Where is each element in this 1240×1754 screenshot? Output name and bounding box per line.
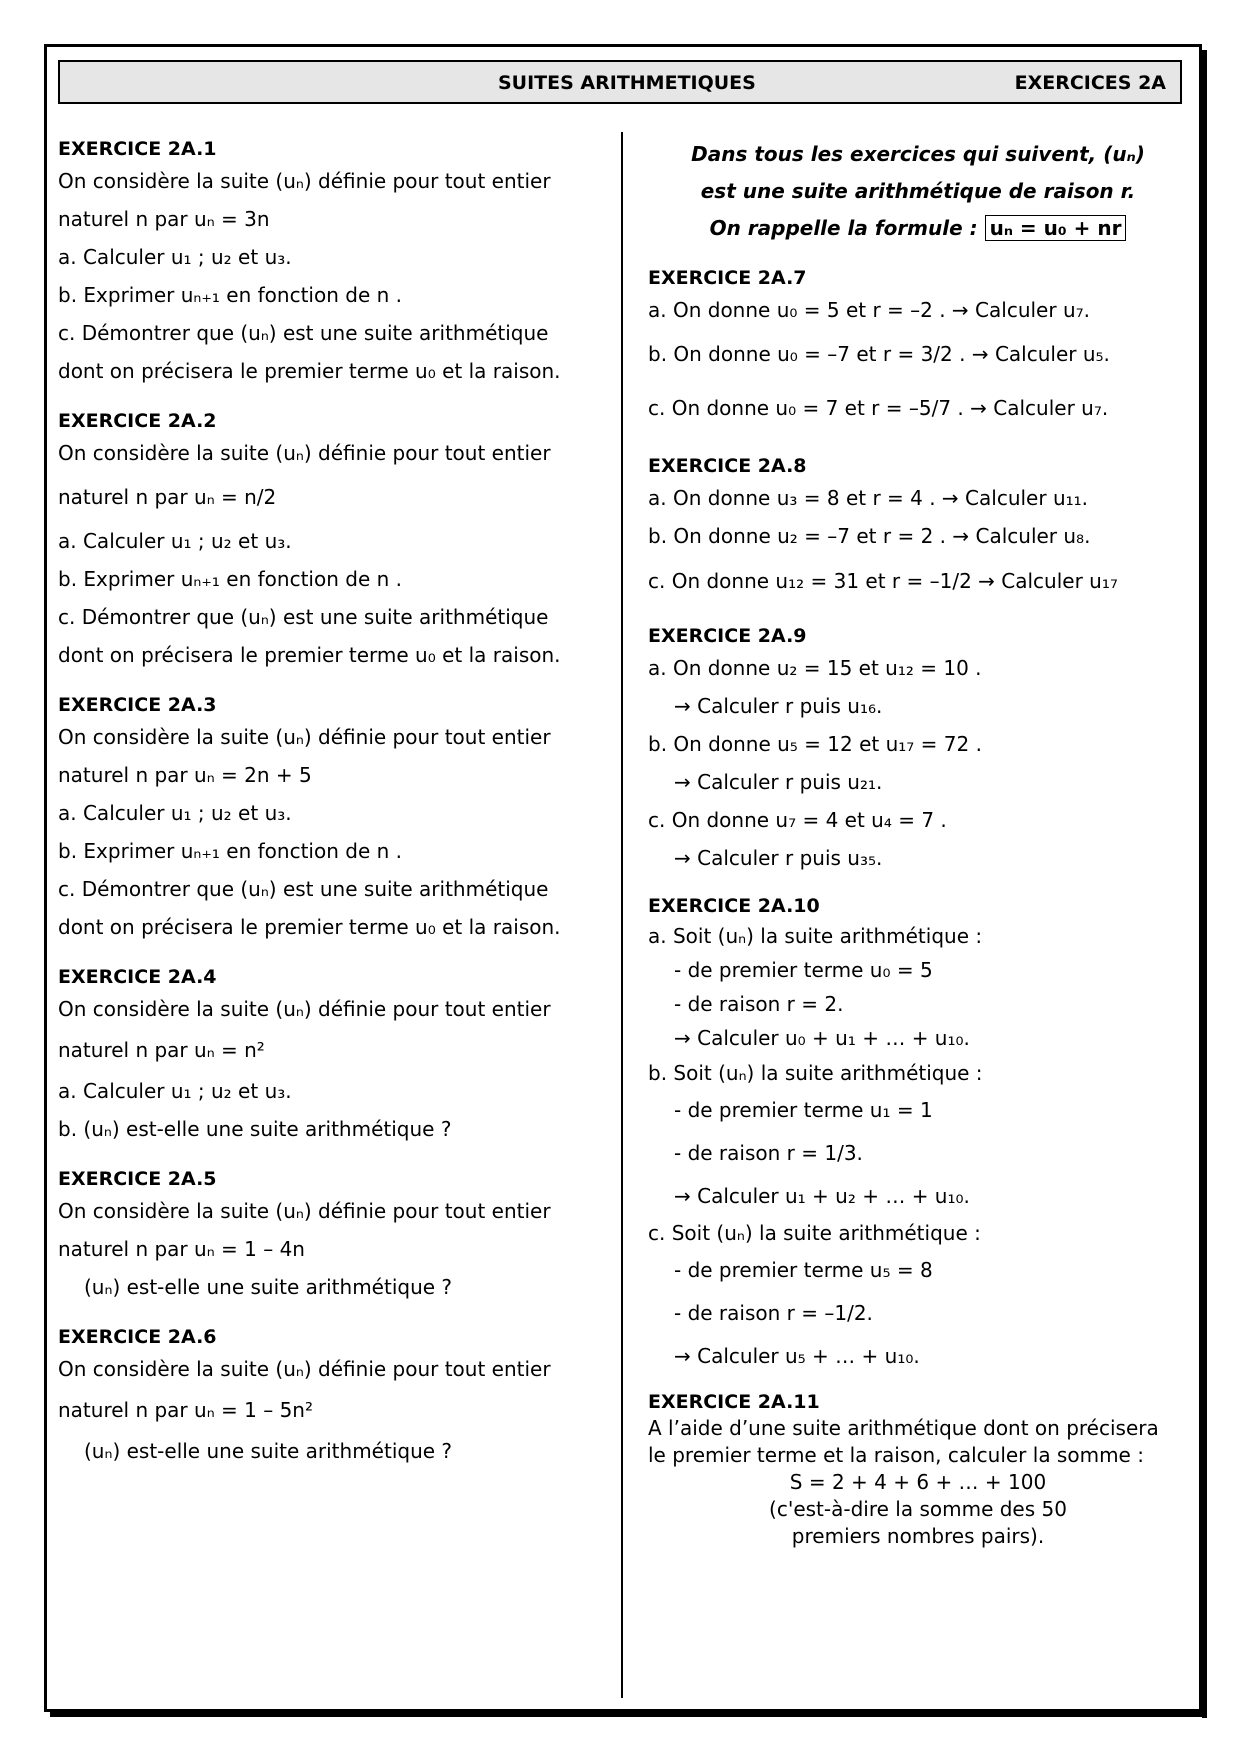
exercise-title: EXERCICE 2A.4: [58, 966, 217, 988]
header-exercises-label: EXERCICES 2A: [1014, 72, 1166, 94]
exercise-line: le premier terme et la raison, calculer la somme :: [648, 1443, 1144, 1467]
exercise-line: naturel n par uₙ = n²: [58, 1038, 265, 1062]
left-column: [58, 136, 598, 1470]
exercise-line: naturel n par uₙ = 2n + 5: [58, 763, 312, 787]
exercise-line: naturel n par uₙ = 1 – 5n²: [58, 1398, 313, 1422]
header-title: SUITES ARITHMETIQUES: [498, 72, 756, 94]
exercise-title: EXERCICE 2A.2: [58, 410, 217, 432]
exercise-line: naturel n par uₙ = 1 – 4n: [58, 1237, 305, 1261]
exercise-line: dont on précisera le premier terme u₀ et la raison.: [58, 643, 561, 667]
exercise-line: b. Exprimer uₙ₊₁ en fonction de n .: [58, 283, 403, 307]
exercise-title: EXERCICE 2A.3: [58, 694, 217, 716]
exercise-line: (uₙ) est-elle une suite arithmétique ?: [84, 1439, 453, 1463]
exercise-line: c. Démontrer que (uₙ) est une suite arithmétique: [58, 321, 549, 345]
exercise-2a11: [648, 1389, 1188, 1550]
exercise-line: → Calculer r puis u₁₆.: [674, 694, 883, 718]
intro-line: est une suite arithmétique de raison r.: [700, 179, 1136, 203]
exercise-line: c. Soit (uₙ) la suite arithmétique :: [648, 1221, 981, 1245]
exercise-line: naturel n par uₙ = 3n: [58, 207, 270, 231]
exercise-2a2: [58, 408, 598, 674]
exercise-title: EXERCICE 2A.7: [648, 267, 807, 289]
exercise-line: c. Démontrer que (uₙ) est une suite arithmétique: [58, 605, 549, 629]
page-header: [58, 60, 1182, 104]
exercise-title: EXERCICE 2A.8: [648, 455, 807, 477]
exercise-line: On considère la suite (uₙ) définie pour tout entier: [58, 169, 551, 193]
exercise-line: naturel n par uₙ = n/2: [58, 485, 277, 509]
intro-block: [648, 136, 1188, 247]
exercise-2a8: [648, 453, 1188, 607]
exercise-2a7: [648, 265, 1188, 437]
exercise-line: dont on précisera le premier terme u₀ et la raison.: [58, 359, 561, 383]
intro-line: On rappelle la formule :: [709, 216, 978, 240]
exercise-line: → Calculer u₅ + … + u₁₀.: [674, 1344, 920, 1368]
exercise-line: b. Exprimer uₙ₊₁ en fonction de n .: [58, 839, 403, 863]
exercise-line: On considère la suite (uₙ) définie pour tout entier: [58, 441, 551, 465]
exercise-line: - de premier terme u₅ = 8: [674, 1258, 933, 1282]
exercise-title: EXERCICE 2A.9: [648, 625, 807, 647]
exercise-line: b. On donne u₀ = –7 et r = 3/2 . → Calculer u₅.: [648, 342, 1110, 366]
exercise-line: - de raison r = –1/2.: [674, 1301, 873, 1325]
exercise-line: a. On donne u₂ = 15 et u₁₂ = 10 .: [648, 656, 982, 680]
exercise-line: b. On donne u₅ = 12 et u₁₇ = 72 .: [648, 732, 982, 756]
exercise-line: b. (uₙ) est-elle une suite arithmétique ?: [58, 1117, 452, 1141]
formula-box: uₙ = u₀ + nr: [985, 215, 1127, 241]
exercise-2a1: [58, 136, 598, 390]
exercise-title: EXERCICE 2A.1: [58, 138, 217, 160]
exercise-line: a. Calculer u₁ ; u₂ et u₃.: [58, 529, 292, 553]
exercise-2a6: [58, 1324, 598, 1470]
exercise-line: b. Exprimer uₙ₊₁ en fonction de n .: [58, 567, 403, 591]
exercise-title: EXERCICE 2A.5: [58, 1168, 217, 1190]
exercise-line: → Calculer r puis u₂₁.: [674, 770, 883, 794]
exercise-line: On considère la suite (uₙ) définie pour tout entier: [58, 1199, 551, 1223]
exercise-line: On considère la suite (uₙ) définie pour tout entier: [58, 1357, 551, 1381]
exercise-line: a. Calculer u₁ ; u₂ et u₃.: [58, 801, 292, 825]
exercise-line: - de premier terme u₁ = 1: [674, 1098, 933, 1122]
intro-line: Dans tous les exercices qui suivent, (uₙ): [691, 142, 1145, 166]
exercise-title: EXERCICE 2A.11: [648, 1391, 820, 1413]
exercise-line: a. Calculer u₁ ; u₂ et u₃.: [58, 245, 292, 269]
exercise-line: A l’aide d’une suite arithmétique dont on précisera: [648, 1416, 1159, 1440]
exercise-line: b. On donne u₂ = –7 et r = 2 . → Calculer u₈.: [648, 524, 1091, 548]
exercise-line: a. On donne u₀ = 5 et r = –2 . → Calculer u₇.: [648, 298, 1090, 322]
exercise-line: a. Soit (uₙ) la suite arithmétique :: [648, 924, 983, 948]
exercise-line: (c'est-à-dire la somme des 50: [769, 1497, 1067, 1521]
exercise-line: premiers nombres pairs).: [791, 1524, 1045, 1548]
right-column: [648, 136, 1188, 1550]
exercise-title: EXERCICE 2A.6: [58, 1326, 217, 1348]
exercise-line: c. On donne u₀ = 7 et r = –5/7 . → Calculer u₇.: [648, 396, 1109, 420]
exercise-line: → Calculer u₀ + u₁ + … + u₁₀.: [674, 1026, 970, 1050]
exercise-line: (uₙ) est-elle une suite arithmétique ?: [84, 1275, 453, 1299]
column-divider: [621, 132, 623, 1698]
exercise-line: c. Démontrer que (uₙ) est une suite arithmétique: [58, 877, 549, 901]
exercise-line: a. Calculer u₁ ; u₂ et u₃.: [58, 1079, 292, 1103]
exercise-line: c. On donne u₇ = 4 et u₄ = 7 .: [648, 808, 947, 832]
exercise-2a4: [58, 964, 598, 1148]
exercise-line: b. Soit (uₙ) la suite arithmétique :: [648, 1061, 983, 1085]
exercise-2a3: [58, 692, 598, 946]
exercise-line: - de premier terme u₀ = 5: [674, 958, 933, 982]
exercise-line: → Calculer u₁ + u₂ + … + u₁₀.: [674, 1184, 970, 1208]
exercise-2a10: [648, 893, 1188, 1375]
exercise-line: dont on précisera le premier terme u₀ et la raison.: [58, 915, 561, 939]
frame-shadow-right: [1202, 50, 1207, 1718]
exercise-line: c. On donne u₁₂ = 31 et r = –1/2 → Calculer u₁₇: [648, 569, 1118, 593]
exercise-line: - de raison r = 2.: [674, 992, 844, 1016]
exercise-line: On considère la suite (uₙ) définie pour tout entier: [58, 997, 551, 1021]
exercise-2a9: [648, 623, 1188, 877]
exercise-line: S = 2 + 4 + 6 + … + 100: [789, 1470, 1047, 1494]
exercise-line: → Calculer r puis u₃₅.: [674, 846, 883, 870]
exercise-line: On considère la suite (uₙ) définie pour tout entier: [58, 725, 551, 749]
frame-shadow-bottom: [50, 1712, 1207, 1717]
exercise-line: a. On donne u₃ = 8 et r = 4 . → Calculer u₁₁.: [648, 486, 1089, 510]
exercise-title: EXERCICE 2A.10: [648, 895, 820, 917]
exercise-2a5: [58, 1166, 598, 1306]
intro-formula-line: [648, 210, 1188, 247]
exercise-line: - de raison r = 1/3.: [674, 1141, 863, 1165]
